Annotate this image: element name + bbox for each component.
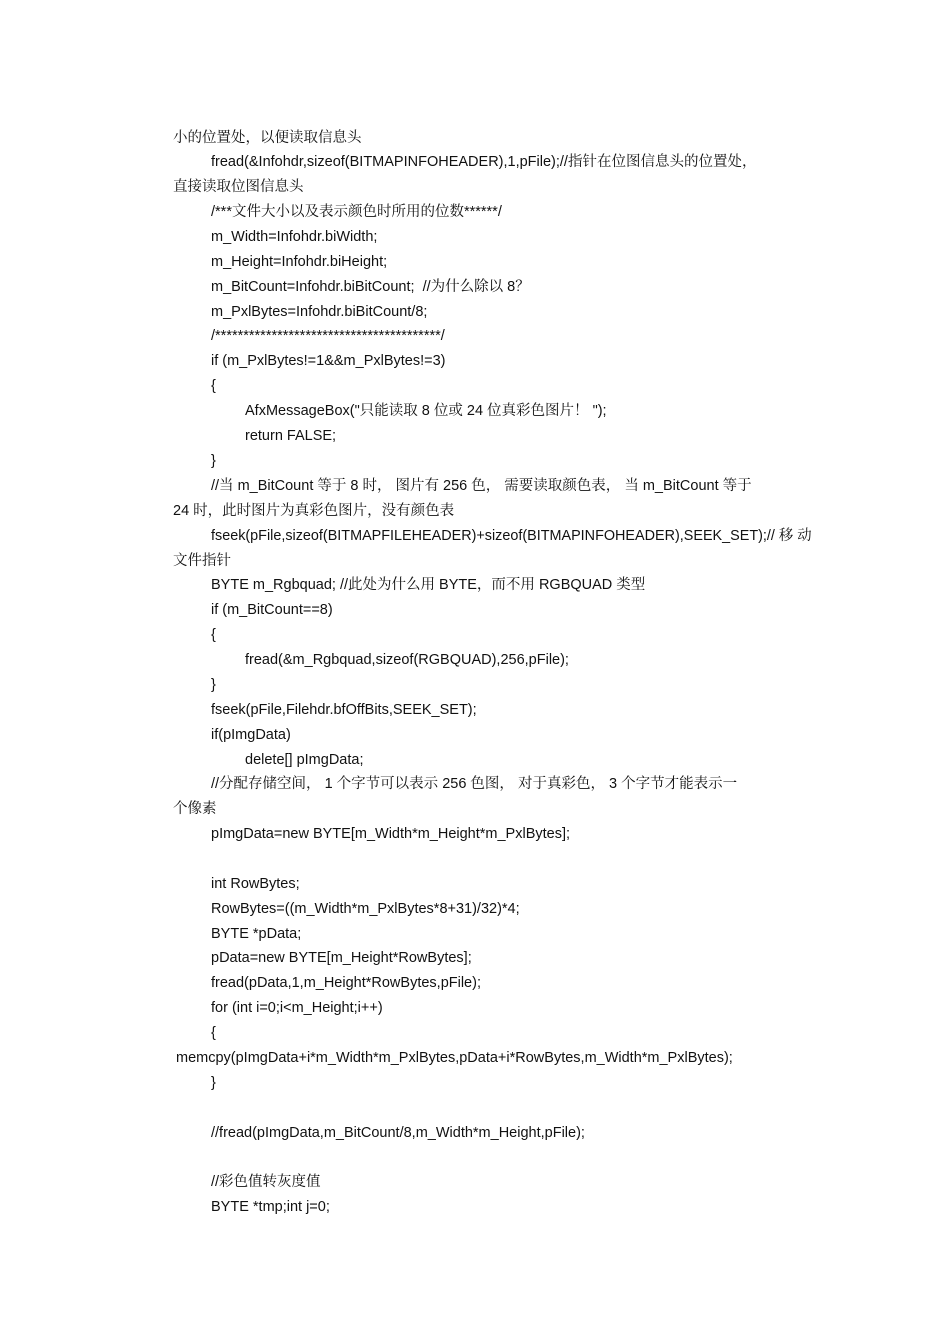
- code-brace: {: [211, 1025, 216, 1041]
- code-comment-line: //彩色值转灰度值: [211, 1174, 321, 1190]
- code-line: BYTE *pData;: [211, 926, 302, 942]
- code-line: for (int i=0;i<m_Height;i++): [211, 1000, 383, 1016]
- code-line: pData=new BYTE[m_Height*RowBytes];: [211, 950, 472, 966]
- text-line: 小的位置处，以便读取信息头: [173, 130, 362, 146]
- code-line: BYTE m_Rgbquad; //此处为什么用 BYTE，而不用 RGBQUAD 类型: [211, 577, 646, 593]
- code-line: int RowBytes;: [211, 876, 300, 892]
- code-line: m_PxlBytes=Infohdr.biBitCount/8;: [211, 304, 428, 320]
- code-line: fseek(pFile,sizeof(BITMAPFILEHEADER)+sizeof(BITMAPINFOHEADER),SEEK_SET);// 移 动: [211, 528, 812, 544]
- code-line: BYTE *tmp;int j=0;: [211, 1199, 330, 1215]
- code-line: fseek(pFile,Filehdr.bfOffBits,SEEK_SET);: [211, 702, 477, 718]
- code-comment-line: //分配存储空间， 1 个字节可以表示 256 色图， 对于真彩色， 3 个字节才能表示一: [211, 776, 738, 792]
- text-line: 文件指针: [173, 553, 231, 569]
- code-brace: }: [211, 677, 216, 693]
- text-line: 个像素: [173, 801, 217, 817]
- code-line: m_Width=Infohdr.biWidth;: [211, 229, 378, 245]
- code-line: RowBytes=((m_Width*m_PxlBytes*8+31)/32)*4;: [211, 901, 520, 917]
- code-comment-line: //fread(pImgData,m_BitCount/8,m_Width*m_Height,pFile);: [211, 1125, 585, 1141]
- code-line: fread(&Infohdr,sizeof(BITMAPINFOHEADER),1,pFile);//指针在位图信息头的位置处，: [211, 154, 757, 170]
- code-line: if (m_PxlBytes!=1&&m_PxlBytes!=3): [211, 353, 446, 369]
- code-brace: {: [211, 627, 216, 643]
- text-line: 24 时，此时图片为真彩色图片，没有颜色表: [173, 503, 455, 519]
- code-line: if (m_BitCount==8): [211, 602, 333, 618]
- code-line: fread(pData,1,m_Height*RowBytes,pFile);: [211, 975, 481, 991]
- code-line: memcpy(pImgData+i*m_Width*m_PxlBytes,pData+i*RowBytes,m_Width*m_PxlBytes);: [176, 1050, 733, 1066]
- code-brace: {: [211, 378, 216, 394]
- code-comment-line: /****************************************/: [211, 328, 445, 344]
- code-line: pImgData=new BYTE[m_Width*m_Height*m_PxlBytes];: [211, 826, 571, 842]
- text-line: 直接读取位图信息头: [173, 179, 304, 195]
- code-line: if(pImgData): [211, 727, 291, 743]
- code-brace: }: [211, 1075, 216, 1091]
- code-line: AfxMessageBox("只能读取 8 位或 24 位真彩色图片！ ");: [245, 403, 607, 419]
- code-line: m_BitCount=Infohdr.biBitCount; //为什么除以 8？: [211, 279, 530, 295]
- code-line: m_Height=Infohdr.biHeight;: [211, 254, 388, 270]
- code-brace: }: [211, 453, 216, 469]
- code-line: fread(&m_Rgbquad,sizeof(RGBQUAD),256,pFile);: [245, 652, 569, 668]
- code-comment-line: //当 m_BitCount 等于 8 时， 图片有 256 色， 需要读取颜色表， 当 m_BitCount 等于: [211, 478, 752, 494]
- code-comment-line: /***文件大小以及表示颜色时所用的位数******/: [211, 204, 502, 220]
- code-line: delete[] pImgData;: [245, 752, 364, 768]
- code-line: return FALSE;: [245, 428, 337, 444]
